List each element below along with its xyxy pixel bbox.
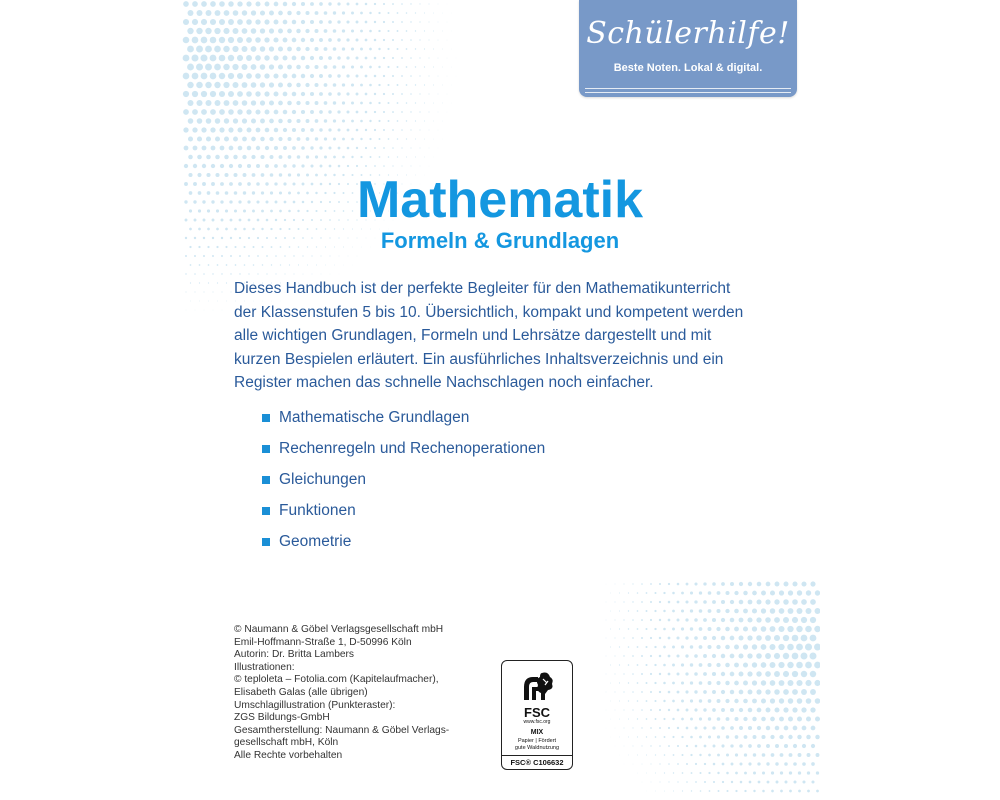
imprint-line: Umschlagillustration (Punkteraster): (234, 699, 396, 711)
topic-label: Funktionen (279, 502, 356, 519)
square-bullet-icon (262, 476, 270, 484)
book-subtitle: Formeln & Grundlagen (380, 228, 620, 253)
imprint-line: ZGS Bildungs-GmbH (234, 712, 330, 724)
square-bullet-icon (262, 414, 270, 422)
topic-item (262, 406, 545, 437)
topic-label: Rechenregeln und Rechenoperationen (279, 440, 546, 457)
imprint-line: Autorin: Dr. Britta Lambers (234, 649, 355, 661)
imprint (234, 624, 494, 763)
description-line: Register machen das schnelle Nachschlagen noch einfacher. (234, 374, 654, 391)
fsc-license-code: FSC® C106632 (502, 755, 572, 769)
topic-item (262, 530, 545, 561)
badge-tagline: Beste Noten. Lokal & digital. (613, 62, 763, 74)
description-line: kurzen Bespielen erläutert. Ein ausführliches Inhaltsverzeichnis und ein (234, 350, 724, 368)
fsc-logo-text: FSC (524, 705, 550, 720)
fsc-label (501, 660, 573, 770)
square-bullet-icon (262, 507, 270, 515)
book-title: Mathematik (356, 171, 644, 229)
description (234, 277, 774, 395)
imprint-line: Alle Rechte vorbehalten (234, 749, 343, 761)
imprint-line: Illustrationen: (234, 661, 295, 673)
imprint-line: Elisabeth Galas (alle übrigen) (234, 686, 368, 698)
schuelerhilfe-badge (579, 0, 797, 97)
fsc-tree-icon (518, 667, 556, 705)
topic-label: Mathematische Grundlagen (279, 409, 470, 426)
imprint-line: © Naumann & Göbel Verlagsgesellschaft mbH (234, 624, 444, 635)
fsc-url: www.fsc.org (523, 719, 551, 725)
fsc-paper-line: Papier | Fördert (517, 738, 557, 744)
fsc-mix: MIX (530, 729, 544, 736)
imprint-line: © teploleta – Fotolia.com (Kapitelaufmacher), (234, 674, 439, 686)
square-bullet-icon (262, 538, 270, 546)
imprint-line: gesellschaft mbH, Köln (234, 737, 339, 749)
description-line: alle wichtigen Grundlagen, Formeln und Lehrsätze dargestellt und mit (234, 327, 712, 344)
fsc-paper-line: gute Waldnutzung (514, 744, 560, 751)
topic-item (262, 499, 545, 530)
square-bullet-icon (262, 445, 270, 453)
halftone-dots-top-left (180, 0, 480, 320)
topic-item (262, 468, 545, 499)
imprint-line: Emil-Hoffmann-Straße 1, D-50996 Köln (234, 636, 412, 648)
imprint-line: Gesamtherstellung: Naumann & Göbel Verlags- (234, 724, 450, 736)
halftone-dots-bottom-right (600, 580, 820, 800)
description-line: Dieses Handbuch ist der perfekte Begleiter für den Mathematikunterricht (234, 280, 731, 297)
topic-list (262, 406, 545, 561)
schuelerhilfe-logo: Schülerhilfe! (586, 16, 790, 51)
description-line: der Klassenstufen 5 bis 10. Übersichtlich, kompakt und kompetent werden (234, 303, 744, 321)
topic-label: Geometrie (279, 533, 352, 550)
topic-item (262, 437, 545, 468)
topic-label: Gleichungen (279, 471, 367, 488)
